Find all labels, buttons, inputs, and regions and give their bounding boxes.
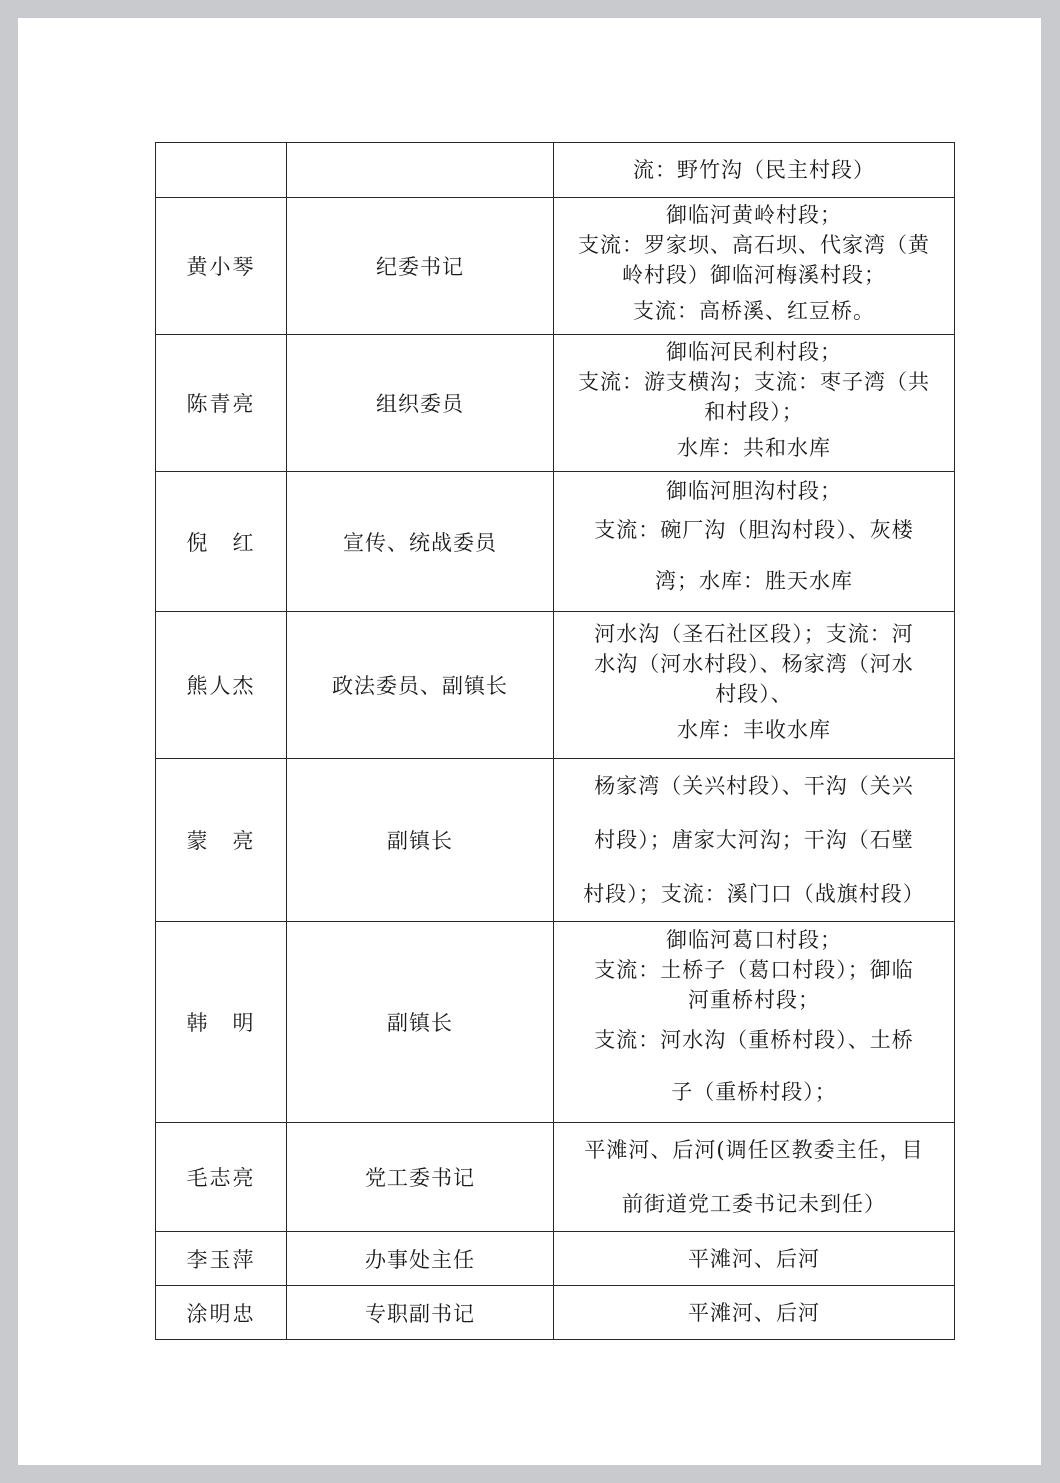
responsibility-cell — [554, 1286, 955, 1340]
role-cell: 副镇长 — [287, 759, 554, 922]
responsibility-cell — [554, 143, 955, 198]
name-cell: 倪 红 — [156, 472, 287, 612]
responsibility-cell — [554, 759, 955, 922]
role-cell: 纪委书记 — [287, 198, 554, 335]
river-chief-table — [155, 142, 955, 1340]
name-cell: 韩 明 — [156, 922, 287, 1123]
name-cell: 黄小琴 — [156, 198, 287, 335]
table-row — [156, 335, 955, 472]
responsibility-cell — [554, 335, 955, 472]
table-row — [156, 472, 955, 612]
name-cell: 熊人杰 — [156, 612, 287, 759]
table-row — [156, 759, 955, 922]
document-page — [18, 18, 1041, 1465]
role-cell: 党工委书记 — [287, 1123, 554, 1232]
role-cell: 办事处主任 — [287, 1232, 554, 1286]
responsibility-line: 支流：游支横沟；支流：枣子湾（共 — [578, 370, 930, 394]
responsibility-cell — [554, 1232, 955, 1286]
responsibility-line: 村段）；支流：溪门口（战旗村段） — [583, 882, 925, 906]
role-cell: 组织委员 — [287, 335, 554, 472]
responsibility-line: 支流：河水沟（重桥村段）、土桥 — [594, 1028, 914, 1052]
name-cell: 毛志亮 — [156, 1123, 287, 1232]
responsibility-line: 支流：碗厂沟（胆沟村段）、灰楼 — [594, 517, 914, 542]
table-row — [156, 143, 955, 198]
responsibility-line: 平滩河、后河(调任区教委主任，目 — [584, 1138, 924, 1162]
role-cell — [287, 143, 554, 198]
responsibility-line: 御临河胆沟村段； — [666, 478, 842, 503]
name-cell: 涂明忠 — [156, 1286, 287, 1340]
responsibility-line: 河水沟（圣石社区段）；支流：河 — [594, 622, 914, 646]
responsibility-line: 御临河黄岭村段； — [666, 203, 842, 227]
responsibility-line: 支流：高桥溪、红豆桥。 — [633, 299, 875, 323]
responsibility-line: 水库：共和水库 — [677, 436, 831, 460]
responsibility-cell — [554, 612, 955, 759]
table-row — [156, 1232, 955, 1286]
responsibility-line: 前街道党工委书记未到任） — [622, 1192, 886, 1216]
responsibility-cell — [554, 922, 955, 1123]
responsibility-line: 御临河民利村段； — [666, 340, 842, 364]
name-cell: 李玉萍 — [156, 1232, 287, 1286]
responsibility-line: 流：野竹沟（民主村段） — [633, 158, 875, 182]
responsibility-line: 和村段）； — [704, 400, 804, 424]
responsibility-line: 岭村段）御临河梅溪村段； — [622, 263, 886, 287]
name-cell — [156, 143, 287, 198]
role-cell: 副镇长 — [287, 922, 554, 1123]
responsibility-cell — [554, 198, 955, 335]
name-cell: 陈青亮 — [156, 335, 287, 472]
name-cell: 蒙 亮 — [156, 759, 287, 922]
responsibility-line: 平滩河、后河 — [688, 1246, 820, 1271]
role-cell: 专职副书记 — [287, 1286, 554, 1340]
responsibility-line: 子（重桥村段）； — [671, 1080, 837, 1104]
table-row — [156, 1286, 955, 1340]
responsibility-line: 御临河葛口村段； — [666, 928, 842, 952]
table-row — [156, 198, 955, 335]
responsibility-line: 村段）、 — [715, 682, 793, 706]
responsibility-line: 湾；水库：胜天水库 — [655, 568, 853, 593]
role-cell: 宣传、统战委员 — [287, 472, 554, 612]
responsibility-cell — [554, 1123, 955, 1232]
responsibility-line: 水沟（河水村段）、杨家湾（河水 — [594, 652, 914, 676]
responsibility-line: 河重桥村段； — [688, 988, 820, 1012]
table-row — [156, 612, 955, 759]
table-row — [156, 922, 955, 1123]
role-cell: 政法委员、副镇长 — [287, 612, 554, 759]
responsibility-line: 支流：土桥子（葛口村段）；御临 — [594, 958, 914, 982]
responsibility-line: 支流：罗家坝、高石坝、代家湾（黄 — [578, 233, 930, 257]
responsibility-line: 平滩河、后河 — [688, 1300, 820, 1325]
responsibility-line: 杨家湾（关兴村段）、干沟（关兴 — [594, 774, 914, 798]
responsibility-cell — [554, 472, 955, 612]
responsibility-line: 水库：丰收水库 — [677, 718, 831, 742]
responsibility-line: 村段）；唐家大河沟；干沟（石壁 — [594, 828, 914, 852]
table-row — [156, 1123, 955, 1232]
